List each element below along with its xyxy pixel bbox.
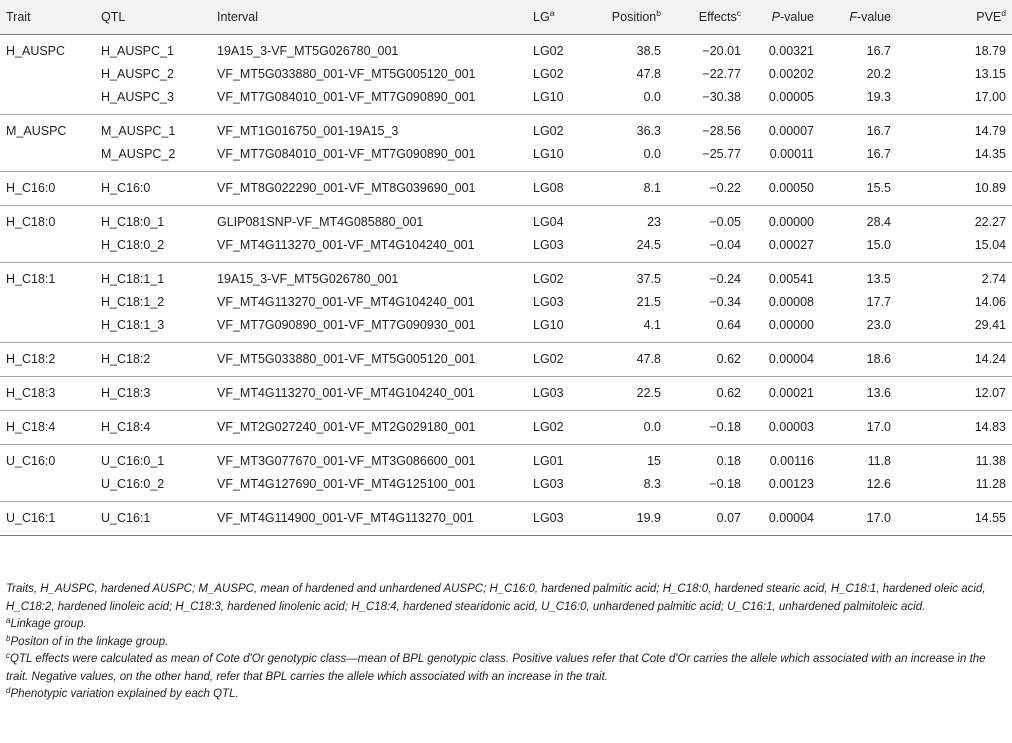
cell-position: 47.8 bbox=[636, 67, 661, 81]
footnote-b bbox=[6, 634, 1010, 652]
table-row bbox=[0, 342, 1012, 376]
cell-lg: LG02 bbox=[533, 272, 564, 286]
cell-f-value: 18.6 bbox=[814, 342, 891, 376]
cell-trait: H_C18:2 bbox=[0, 342, 101, 376]
footnote-d-mark: d bbox=[6, 686, 11, 695]
cell-effects: −25.77 bbox=[661, 143, 741, 172]
cell-qtl: H_C18:2 bbox=[101, 342, 217, 376]
cell-qtl: U_C16:0_1 bbox=[101, 454, 165, 468]
cell-effects: −0.24 bbox=[709, 272, 741, 286]
cell-interval: VF_MT4G113270_001-VF_MT4G104240_001 bbox=[217, 376, 533, 410]
cell-interval: GLIP081SNP-VF_MT4G085880_001 bbox=[217, 215, 424, 229]
footnote-c-text: QTL effects were calculated as mean of Cote d'Or genotypic class—mean of BPL genotypic class. Positive values refer that Cote d'Or carries the allele which associated with an increase in the trait. Negative values, on the other hand, refer that BPL carries the allele which associated with an increase in the trait. bbox=[6, 653, 986, 683]
cell-qtl: M_AUSPC_1 bbox=[101, 124, 176, 138]
header-p-italic: P bbox=[771, 9, 780, 24]
cell-interval: VF_MT8G022290_001-VF_MT8G039690_001 bbox=[217, 171, 533, 205]
table-row bbox=[0, 34, 1012, 63]
table-row bbox=[0, 291, 1012, 314]
cell-lg: LG08 bbox=[533, 171, 599, 205]
cell-pve: 11.38 bbox=[975, 454, 1006, 468]
header-qtl: QTL bbox=[101, 0, 217, 34]
table-row bbox=[0, 114, 1012, 143]
header-position-text: Position bbox=[611, 9, 657, 24]
cell-f-value: 15.5 bbox=[814, 171, 891, 205]
cell-pve: 17.00 bbox=[891, 86, 1012, 115]
header-lg-sup: a bbox=[549, 7, 555, 18]
cell-trait: H_C16:0 bbox=[0, 171, 101, 205]
cell-position: 22.5 bbox=[599, 376, 661, 410]
cell-effects: −0.04 bbox=[661, 234, 741, 263]
cell-interval: VF_MT2G027240_001-VF_MT2G029180_001 bbox=[217, 410, 533, 444]
cell-effects: 0.64 bbox=[661, 314, 741, 343]
cell-lg: LG10 bbox=[533, 143, 599, 172]
cell-p-value: 0.00003 bbox=[741, 410, 814, 444]
table-body bbox=[0, 34, 1012, 535]
footnote-a-text: Linkage group. bbox=[10, 618, 87, 630]
table-row bbox=[0, 262, 1012, 291]
cell-p-value: 0.00000 bbox=[768, 215, 814, 229]
cell-trait: U_C16:0 bbox=[6, 454, 56, 468]
cell-trait bbox=[0, 63, 101, 86]
cell-f-value: 17.7 bbox=[866, 295, 891, 309]
cell-p-value: 0.00004 bbox=[741, 501, 814, 535]
cell-interval: VF_MT7G084010_001-VF_MT7G090890_001 bbox=[217, 143, 533, 172]
cell-effects: −0.18 bbox=[661, 473, 741, 502]
cell-position: 0.0 bbox=[599, 143, 661, 172]
cell-lg: LG02 bbox=[533, 342, 599, 376]
cell-p-value: 0.00123 bbox=[741, 473, 814, 502]
cell-lg: LG01 bbox=[533, 454, 564, 468]
cell-qtl: H_AUSPC_3 bbox=[101, 86, 217, 115]
cell-pve: 22.27 bbox=[974, 215, 1006, 229]
cell-position: 4.1 bbox=[599, 314, 661, 343]
footnote-d bbox=[6, 686, 1010, 704]
header-p-rest: -value bbox=[779, 9, 814, 24]
cell-interval: VF_MT7G090890_001-VF_MT7G090930_001 bbox=[217, 314, 533, 343]
footnote-a-mark: a bbox=[6, 616, 11, 625]
cell-lg: LG02 bbox=[533, 410, 599, 444]
cell-lg: LG03 bbox=[533, 234, 599, 263]
table-row bbox=[0, 410, 1012, 444]
cell-interval: VF_MT1G016750_001-19A15_3 bbox=[217, 124, 399, 138]
cell-trait bbox=[0, 234, 101, 263]
cell-pve: 14.55 bbox=[891, 501, 1012, 535]
cell-pve: 10.89 bbox=[891, 171, 1012, 205]
cell-lg: LG03 bbox=[533, 376, 599, 410]
cell-qtl: U_C16:0_2 bbox=[101, 473, 217, 502]
cell-f-value: 16.7 bbox=[866, 124, 891, 138]
cell-pve: 12.07 bbox=[891, 376, 1012, 410]
header-row bbox=[0, 0, 1012, 34]
cell-lg: LG03 bbox=[533, 473, 599, 502]
cell-trait bbox=[0, 473, 101, 502]
cell-effects: 0.07 bbox=[661, 501, 741, 535]
cell-effects: −0.18 bbox=[661, 410, 741, 444]
cell-trait: M_AUSPC bbox=[6, 124, 67, 138]
header-position-sup: b bbox=[656, 7, 661, 18]
header-f-italic: F bbox=[849, 9, 857, 24]
cell-p-value: 0.00008 bbox=[768, 295, 814, 309]
cell-interval: VF_MT4G113270_001-VF_MT4G104240_001 bbox=[217, 234, 533, 263]
cell-interval: VF_MT5G033880_001-VF_MT5G005120_001 bbox=[217, 67, 476, 81]
cell-trait: U_C16:1 bbox=[0, 501, 101, 535]
cell-p-value: 0.00202 bbox=[768, 67, 814, 81]
footnote-c-mark: c bbox=[6, 651, 10, 660]
table-row bbox=[0, 86, 1012, 115]
header-trait: Trait bbox=[0, 0, 101, 34]
cell-qtl: H_C18:4 bbox=[101, 410, 217, 444]
cell-position: 19.9 bbox=[599, 501, 661, 535]
cell-interval: VF_MT3G077670_001-VF_MT3G086600_001 bbox=[217, 454, 476, 468]
table-row bbox=[0, 234, 1012, 263]
table-row bbox=[0, 501, 1012, 535]
header-lg-text: LG bbox=[533, 9, 550, 24]
header-pve-sup: d bbox=[1001, 7, 1006, 18]
header-f-value bbox=[814, 0, 891, 34]
cell-qtl: H_AUSPC_1 bbox=[101, 44, 174, 58]
table-row bbox=[0, 314, 1012, 343]
cell-f-value: 19.3 bbox=[814, 86, 891, 115]
cell-position: 0.0 bbox=[599, 86, 661, 115]
footnote-a bbox=[6, 616, 1010, 634]
cell-position: 21.5 bbox=[636, 295, 661, 309]
table-row bbox=[0, 205, 1012, 234]
cell-interval: VF_MT4G113270_001-VF_MT4G104240_001 bbox=[217, 295, 475, 309]
cell-p-value: 0.00000 bbox=[741, 314, 814, 343]
table-row bbox=[0, 143, 1012, 172]
cell-f-value: 17.0 bbox=[814, 410, 891, 444]
cell-pve: 14.06 bbox=[974, 295, 1006, 309]
footnote-b-text: Positon of in the linkage group. bbox=[10, 635, 169, 648]
cell-qtl: H_C16:0 bbox=[101, 171, 217, 205]
cell-trait bbox=[0, 314, 101, 343]
cell-qtl: H_C18:0_1 bbox=[101, 215, 165, 229]
cell-trait: H_AUSPC bbox=[6, 44, 66, 58]
header-lg bbox=[533, 0, 599, 34]
cell-interval: VF_MT4G127690_001-VF_MT4G125100_001 bbox=[217, 473, 533, 502]
cell-p-value: 0.00321 bbox=[768, 44, 814, 58]
header-f-rest: -value bbox=[856, 9, 891, 24]
cell-f-value: 11.8 bbox=[867, 454, 891, 468]
cell-effects: −0.34 bbox=[709, 295, 741, 309]
cell-trait: H_C18:3 bbox=[0, 376, 101, 410]
header-effects-text: Effects bbox=[698, 9, 737, 24]
cell-qtl: H_C18:1_3 bbox=[101, 314, 217, 343]
cell-interval: VF_MT7G084010_001-VF_MT7G090890_001 bbox=[217, 86, 533, 115]
cell-qtl: H_C18:1_1 bbox=[101, 272, 165, 286]
footnote-b-mark: b bbox=[6, 633, 11, 643]
cell-position: 38.5 bbox=[636, 44, 661, 58]
cell-p-value: 0.00541 bbox=[768, 272, 814, 286]
cell-effects: −22.77 bbox=[702, 67, 741, 81]
cell-f-value: 28.4 bbox=[866, 215, 891, 229]
table-row bbox=[0, 473, 1012, 502]
table-row bbox=[0, 171, 1012, 205]
cell-effects: −0.22 bbox=[661, 171, 741, 205]
cell-effects: −28.56 bbox=[702, 124, 741, 138]
header-position bbox=[599, 0, 661, 34]
table-row bbox=[0, 444, 1012, 473]
header-effects bbox=[661, 0, 741, 34]
cell-pve: 14.83 bbox=[891, 410, 1012, 444]
cell-effects: −0.05 bbox=[709, 215, 741, 229]
cell-position: 15 bbox=[647, 454, 661, 468]
header-interval: Interval bbox=[217, 0, 533, 34]
cell-trait bbox=[0, 143, 101, 172]
cell-pve: 11.28 bbox=[891, 473, 1012, 502]
cell-pve: 2.74 bbox=[981, 272, 1006, 286]
cell-p-value: 0.00050 bbox=[741, 171, 814, 205]
header-pve-text: PVE bbox=[976, 9, 1002, 24]
cell-effects: −20.01 bbox=[702, 44, 741, 58]
cell-trait: H_C18:1 bbox=[6, 272, 56, 286]
cell-f-value: 13.5 bbox=[866, 272, 891, 286]
header-p-value bbox=[741, 0, 814, 34]
cell-lg: LG10 bbox=[533, 314, 599, 343]
cell-qtl: H_C18:1_2 bbox=[101, 295, 165, 309]
cell-trait bbox=[0, 86, 101, 115]
cell-p-value: 0.00007 bbox=[768, 124, 814, 138]
cell-lg: LG02 bbox=[533, 67, 564, 81]
cell-trait: H_C18:4 bbox=[0, 410, 101, 444]
cell-pve: 14.24 bbox=[891, 342, 1012, 376]
cell-pve: 29.41 bbox=[891, 314, 1012, 343]
header-effects-sup: c bbox=[736, 7, 741, 18]
cell-p-value: 0.00027 bbox=[741, 234, 814, 263]
cell-pve: 13.15 bbox=[974, 67, 1006, 81]
cell-p-value: 0.00004 bbox=[741, 342, 814, 376]
cell-effects: 0.62 bbox=[661, 342, 741, 376]
cell-interval: VF_MT5G033880_001-VF_MT5G005120_001 bbox=[217, 342, 533, 376]
table-footnotes bbox=[6, 581, 1010, 704]
cell-effects: 0.18 bbox=[716, 454, 741, 468]
cell-qtl: H_AUSPC_2 bbox=[101, 67, 174, 81]
cell-lg: LG03 bbox=[533, 295, 564, 309]
cell-interval: 19A15_3-VF_MT5G026780_001 bbox=[217, 272, 399, 286]
cell-f-value: 23.0 bbox=[814, 314, 891, 343]
cell-f-value: 20.2 bbox=[866, 67, 891, 81]
cell-effects: −30.38 bbox=[661, 86, 741, 115]
cell-position: 8.3 bbox=[599, 473, 661, 502]
cell-f-value: 16.7 bbox=[866, 44, 891, 58]
cell-f-value: 15.0 bbox=[814, 234, 891, 263]
cell-position: 24.5 bbox=[599, 234, 661, 263]
cell-qtl: H_C18:0_2 bbox=[101, 234, 217, 263]
cell-pve: 15.04 bbox=[891, 234, 1012, 263]
cell-lg: LG04 bbox=[533, 215, 564, 229]
cell-pve: 14.35 bbox=[891, 143, 1012, 172]
cell-lg: LG02 bbox=[533, 124, 564, 138]
header-pve bbox=[891, 0, 1012, 34]
cell-trait: H_C18:0 bbox=[6, 215, 56, 229]
cell-f-value: 13.6 bbox=[814, 376, 891, 410]
cell-trait bbox=[0, 291, 101, 314]
footnote-d-text: Phenotypic variation explained by each QTL. bbox=[10, 688, 239, 700]
cell-p-value: 0.00011 bbox=[741, 143, 814, 172]
cell-position: 37.5 bbox=[636, 272, 661, 286]
footnote-traits: Traits, H_AUSPC, hardened AUSPC; M_AUSPC, mean of hardened and unhardened AUSPC; H_C16:0, hardened palmitic acid; H_C18:0, hardened stearic acid, H_C18:1, hardened oleic acid, H_C18:2, hardened linoleic acid; H_C18:3, hardened linolenic acid; H_C18:4, hardened stearidonic acid, U_C16:0, unhardened palmitic acid; U_C16:1, unhardened palmitoleic acid. bbox=[6, 583, 986, 613]
cell-interval: VF_MT4G114900_001-VF_MT4G113270_001 bbox=[217, 501, 533, 535]
cell-pve: 14.79 bbox=[974, 124, 1006, 138]
table-row bbox=[0, 376, 1012, 410]
cell-position: 0.0 bbox=[599, 410, 661, 444]
table-row bbox=[0, 63, 1012, 86]
cell-qtl: M_AUSPC_2 bbox=[101, 143, 217, 172]
cell-lg: LG02 bbox=[533, 44, 564, 58]
cell-effects: 0.62 bbox=[661, 376, 741, 410]
cell-qtl: U_C16:1 bbox=[101, 501, 217, 535]
cell-position: 36.3 bbox=[636, 124, 661, 138]
cell-lg: LG10 bbox=[533, 86, 599, 115]
footnote-c bbox=[6, 651, 1010, 686]
cell-f-value: 17.0 bbox=[814, 501, 891, 535]
cell-position: 23 bbox=[647, 215, 661, 229]
cell-p-value: 0.00116 bbox=[769, 454, 814, 468]
cell-pve: 18.79 bbox=[974, 44, 1006, 58]
cell-p-value: 0.00021 bbox=[741, 376, 814, 410]
cell-interval: 19A15_3-VF_MT5G026780_001 bbox=[217, 44, 399, 58]
cell-p-value: 0.00005 bbox=[741, 86, 814, 115]
cell-lg: LG03 bbox=[533, 501, 599, 535]
cell-qtl: H_C18:3 bbox=[101, 376, 217, 410]
cell-position: 47.8 bbox=[599, 342, 661, 376]
cell-f-value: 12.6 bbox=[814, 473, 891, 502]
cell-position: 8.1 bbox=[599, 171, 661, 205]
cell-f-value: 16.7 bbox=[814, 143, 891, 172]
